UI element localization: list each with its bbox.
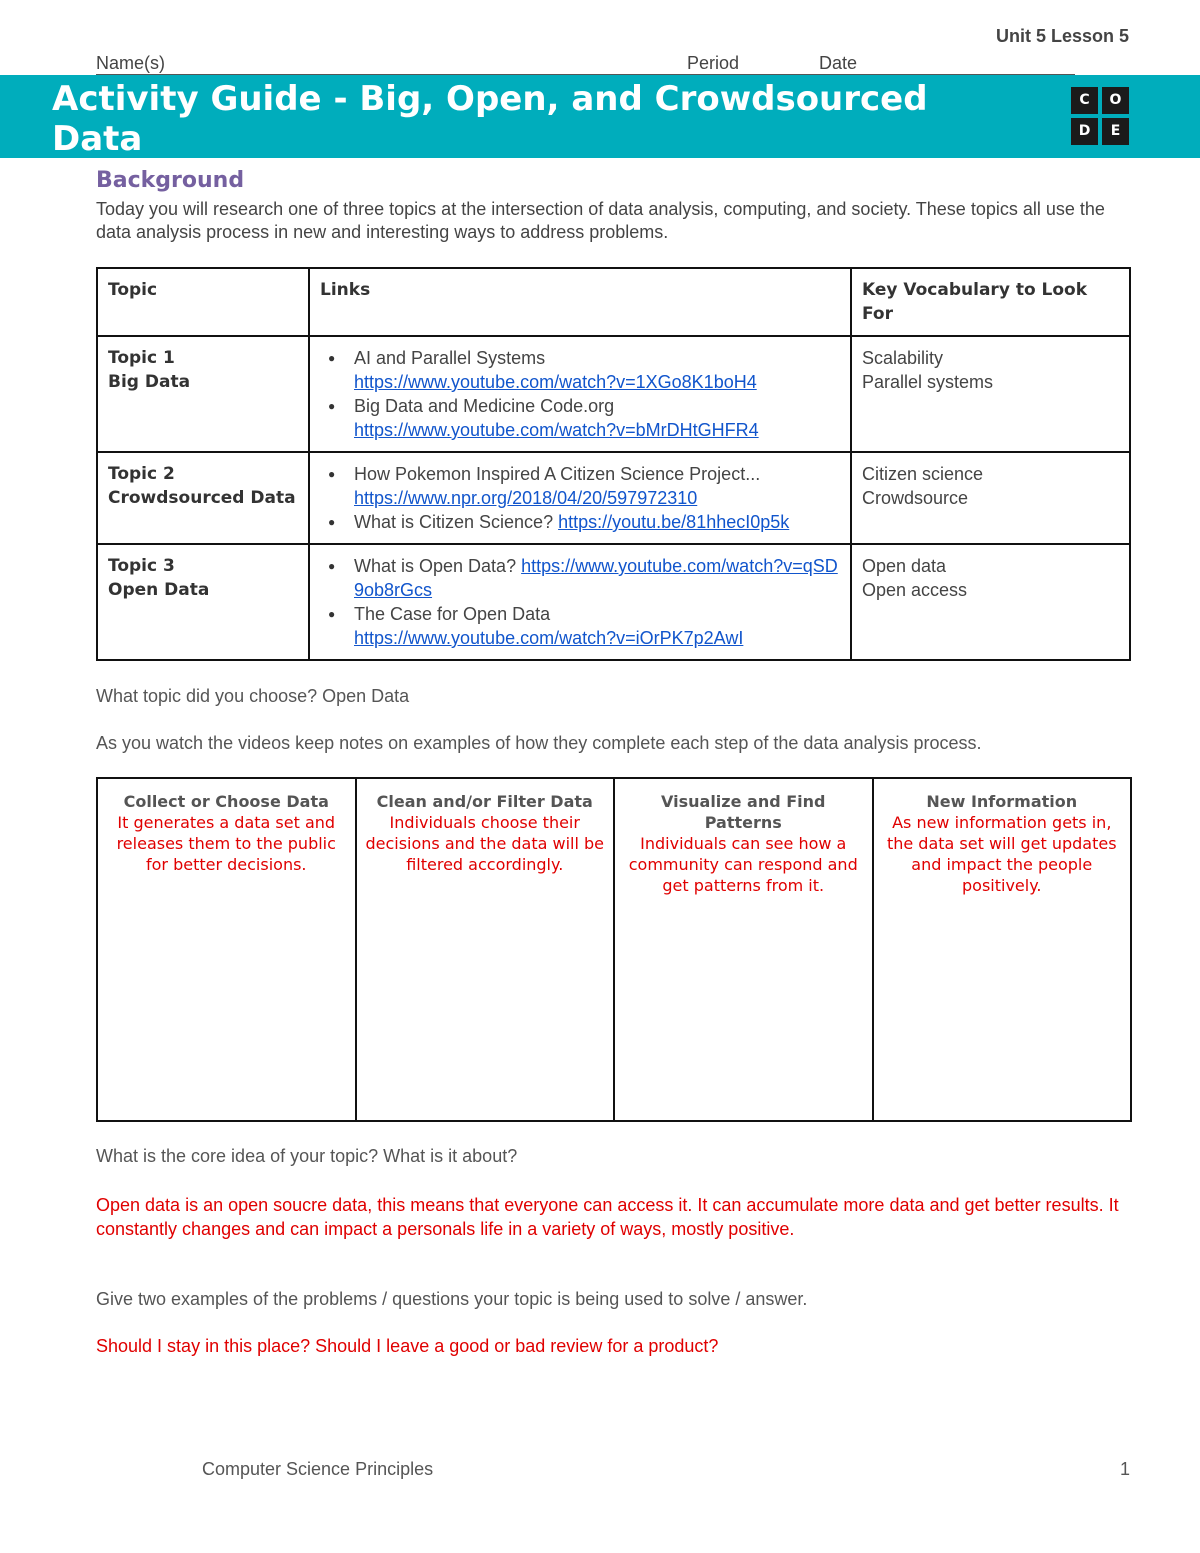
background-text: Today you will research one of three topics at the intersection of data analysis, computing, and society. These topics all use the data analysis process in new and interesting ways to address problems.: [96, 199, 1105, 242]
vocab-term: Open access: [862, 580, 968, 600]
link-title: Big Data and Medicine Code.org: [354, 396, 615, 416]
video-link[interactable]: https://www.youtube.com/watch?v=iOrPK7p2AwI: [354, 628, 744, 648]
list-item: [320, 602, 840, 650]
step-cell[interactable]: [614, 778, 873, 1121]
step-heading: Visualize and Find Patterns: [661, 792, 826, 832]
link-title: How Pokemon Inspired A Citizen Science Project...: [354, 464, 761, 484]
page-title: Activity Guide - Big, Open, and Crowdsourced Data: [52, 79, 928, 159]
topic-number: Topic 2: [108, 464, 175, 484]
list-item: [320, 346, 840, 394]
link-title: The Case for Open Data: [354, 604, 551, 624]
name-period-date-line: [96, 53, 1075, 77]
table-row: [97, 336, 1130, 452]
table-row: [97, 778, 1131, 1121]
link-title: AI and Parallel Systems: [354, 348, 546, 368]
table-header-row: [97, 268, 1130, 336]
video-link[interactable]: https://www.youtube.com/watch?v=1XGo8K1boH4: [354, 372, 757, 392]
page-number: 1: [1120, 1459, 1131, 1479]
code-logo: [1071, 87, 1131, 147]
background-heading: Background: [96, 168, 245, 193]
link-title: What is Open Data?: [354, 556, 522, 576]
logo-letter: D: [1071, 118, 1098, 145]
examples-answer[interactable]: Should I stay in this place? Should I leave a good or bad review for a product?: [96, 1336, 719, 1356]
data-process-table: [96, 777, 1132, 1122]
topic-name: Big Data: [108, 372, 191, 392]
topic-number: Topic 1: [108, 348, 175, 368]
column-header: Topic: [97, 268, 309, 336]
vocab-term: Citizen science: [862, 464, 984, 484]
footer-course: Computer Science Principles: [202, 1459, 434, 1479]
logo-letter: O: [1102, 87, 1129, 114]
vocab-term: Parallel systems: [862, 372, 994, 392]
step-answer: Individuals choose their decisions and the data will be filtered accordingly.: [365, 813, 605, 874]
unit-label: Unit 5 Lesson 5: [995, 26, 1129, 46]
topic-number: Topic 3: [108, 556, 175, 576]
topic-name: Open Data: [108, 580, 210, 600]
video-link[interactable]: https://www.youtube.com/watch?v=qSD9ob8rGcs: [354, 556, 838, 600]
vocab-term: Crowdsource: [862, 488, 969, 508]
topic-name: Crowdsourced Data: [108, 488, 296, 508]
date-label: Date: [819, 53, 858, 73]
list-item: [320, 462, 840, 510]
name-label: Name(s): [96, 53, 166, 73]
table-row: [97, 452, 1130, 544]
topics-table: [96, 267, 1131, 661]
article-link[interactable]: https://www.npr.org/2018/04/20/597972310: [354, 488, 698, 508]
step-heading: New Information: [926, 792, 1078, 811]
step-cell[interactable]: [356, 778, 615, 1121]
core-idea-question: What is the core idea of your topic? What is it about?: [96, 1146, 518, 1166]
vocab-term: Scalability: [862, 348, 944, 368]
step-cell[interactable]: [97, 778, 356, 1121]
title-banner: [0, 75, 1200, 158]
step-answer: It generates a data set and releases them to the public for better decisions.: [116, 813, 336, 874]
core-idea-answer[interactable]: Open data is an open soucre data, this means that everyone can access it. It can accumulate more data and get better results. It constantly changes and can impact a personals life in a variety of ways, mostly positive.: [96, 1195, 1119, 1239]
link-title: What is Citizen Science?: [354, 512, 559, 532]
column-header: Links: [309, 268, 851, 336]
list-item: [320, 554, 840, 602]
video-link[interactable]: https://www.youtube.com/watch?v=bMrDHtGHFR4: [354, 420, 759, 440]
step-answer: Individuals can see how a community can respond and get patterns from it.: [628, 834, 858, 895]
topic-choice-question: What topic did you choose? Open Data: [96, 686, 410, 706]
table-row: [97, 544, 1130, 660]
step-heading: Collect or Choose Data: [123, 792, 329, 811]
logo-letter: E: [1102, 118, 1129, 145]
list-item: [320, 510, 840, 534]
examples-question: Give two examples of the problems / questions your topic is being used to solve / answer.: [96, 1289, 808, 1309]
period-label: Period: [687, 53, 740, 73]
logo-letter: C: [1071, 87, 1098, 114]
vocab-term: Open data: [862, 556, 947, 576]
step-heading: Clean and/or Filter Data: [376, 792, 593, 811]
step-answer: As new information gets in, the data set will get updates and impact the people positively.: [886, 813, 1117, 895]
step-cell[interactable]: [873, 778, 1132, 1121]
list-item: [320, 394, 840, 442]
video-link[interactable]: https://youtu.be/81hhecI0p5k: [558, 512, 790, 532]
column-header: Key Vocabulary to Look For: [851, 268, 1130, 336]
watch-instructions: As you watch the videos keep notes on examples of how they complete each step of the data analysis process.: [96, 733, 982, 753]
